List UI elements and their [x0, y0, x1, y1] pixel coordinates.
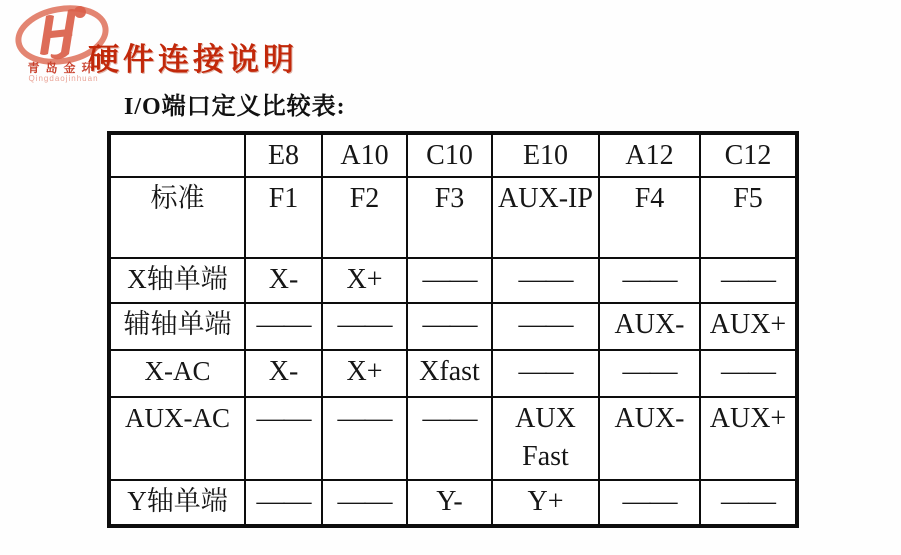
table-row — [109, 258, 797, 303]
table-cell: —— — [407, 397, 492, 480]
row-label: 辅轴单端 — [109, 303, 245, 350]
table-cell: X- — [245, 350, 322, 397]
table-cell: —— — [245, 397, 322, 480]
table-cell: —— — [322, 480, 407, 526]
table-cell: —— — [599, 480, 700, 526]
row-label: X-AC — [109, 350, 245, 397]
table-cell: F3 — [407, 177, 492, 258]
column-header: C10 — [407, 133, 492, 177]
table-cell: Y+ — [492, 480, 599, 526]
table-cell: F2 — [322, 177, 407, 258]
table-row — [109, 177, 797, 258]
table-cell: —— — [492, 350, 599, 397]
column-header: E10 — [492, 133, 599, 177]
table-cell: —— — [407, 303, 492, 350]
table-cell: —— — [700, 258, 797, 303]
table-cell: —— — [407, 258, 492, 303]
table-cell: —— — [322, 303, 407, 350]
row-label: AUX-AC — [109, 397, 245, 480]
table-cell: AUX-IP — [492, 177, 599, 258]
row-label: Y轴单端 — [109, 480, 245, 526]
table-header-row — [109, 133, 797, 177]
column-header: E8 — [245, 133, 322, 177]
table-cell: F4 — [599, 177, 700, 258]
table-cell: —— — [492, 258, 599, 303]
table-cell: AUX+ — [700, 303, 797, 350]
page-title: 硬件连接说明 — [88, 42, 298, 77]
row-label: 标准 — [109, 177, 245, 258]
table-cell: AUX+ — [700, 397, 797, 480]
table-cell: AUX Fast — [492, 397, 599, 480]
table-cell: —— — [245, 303, 322, 350]
table-caption: I/O端口定义比较表: — [124, 94, 346, 120]
table-row — [109, 350, 797, 397]
table-cell: F1 — [245, 177, 322, 258]
table-cell: —— — [245, 480, 322, 526]
column-header: C12 — [700, 133, 797, 177]
table-cell: X+ — [322, 258, 407, 303]
row-label: X轴单端 — [109, 258, 245, 303]
table-cell: AUX- — [599, 397, 700, 480]
table-cell: Y- — [407, 480, 492, 526]
table-row — [109, 480, 797, 526]
column-header — [109, 133, 245, 177]
table-cell: Xfast — [407, 350, 492, 397]
table-cell: —— — [599, 258, 700, 303]
logo-company-name-latin: Qingdaojinhuan — [28, 74, 99, 83]
table-cell: —— — [492, 303, 599, 350]
table-row — [109, 303, 797, 350]
io-port-comparison-table — [107, 131, 799, 528]
table-cell: —— — [322, 397, 407, 480]
table-row — [109, 397, 797, 480]
table-cell: F5 — [700, 177, 797, 258]
table-cell: X- — [245, 258, 322, 303]
column-header: A12 — [599, 133, 700, 177]
table-cell: X+ — [322, 350, 407, 397]
table-cell: AUX- — [599, 303, 700, 350]
table-cell: —— — [700, 350, 797, 397]
column-header: A10 — [322, 133, 407, 177]
table-cell: —— — [599, 350, 700, 397]
table-cell: —— — [700, 480, 797, 526]
logo-company-name: 青岛金环 — [27, 61, 100, 75]
